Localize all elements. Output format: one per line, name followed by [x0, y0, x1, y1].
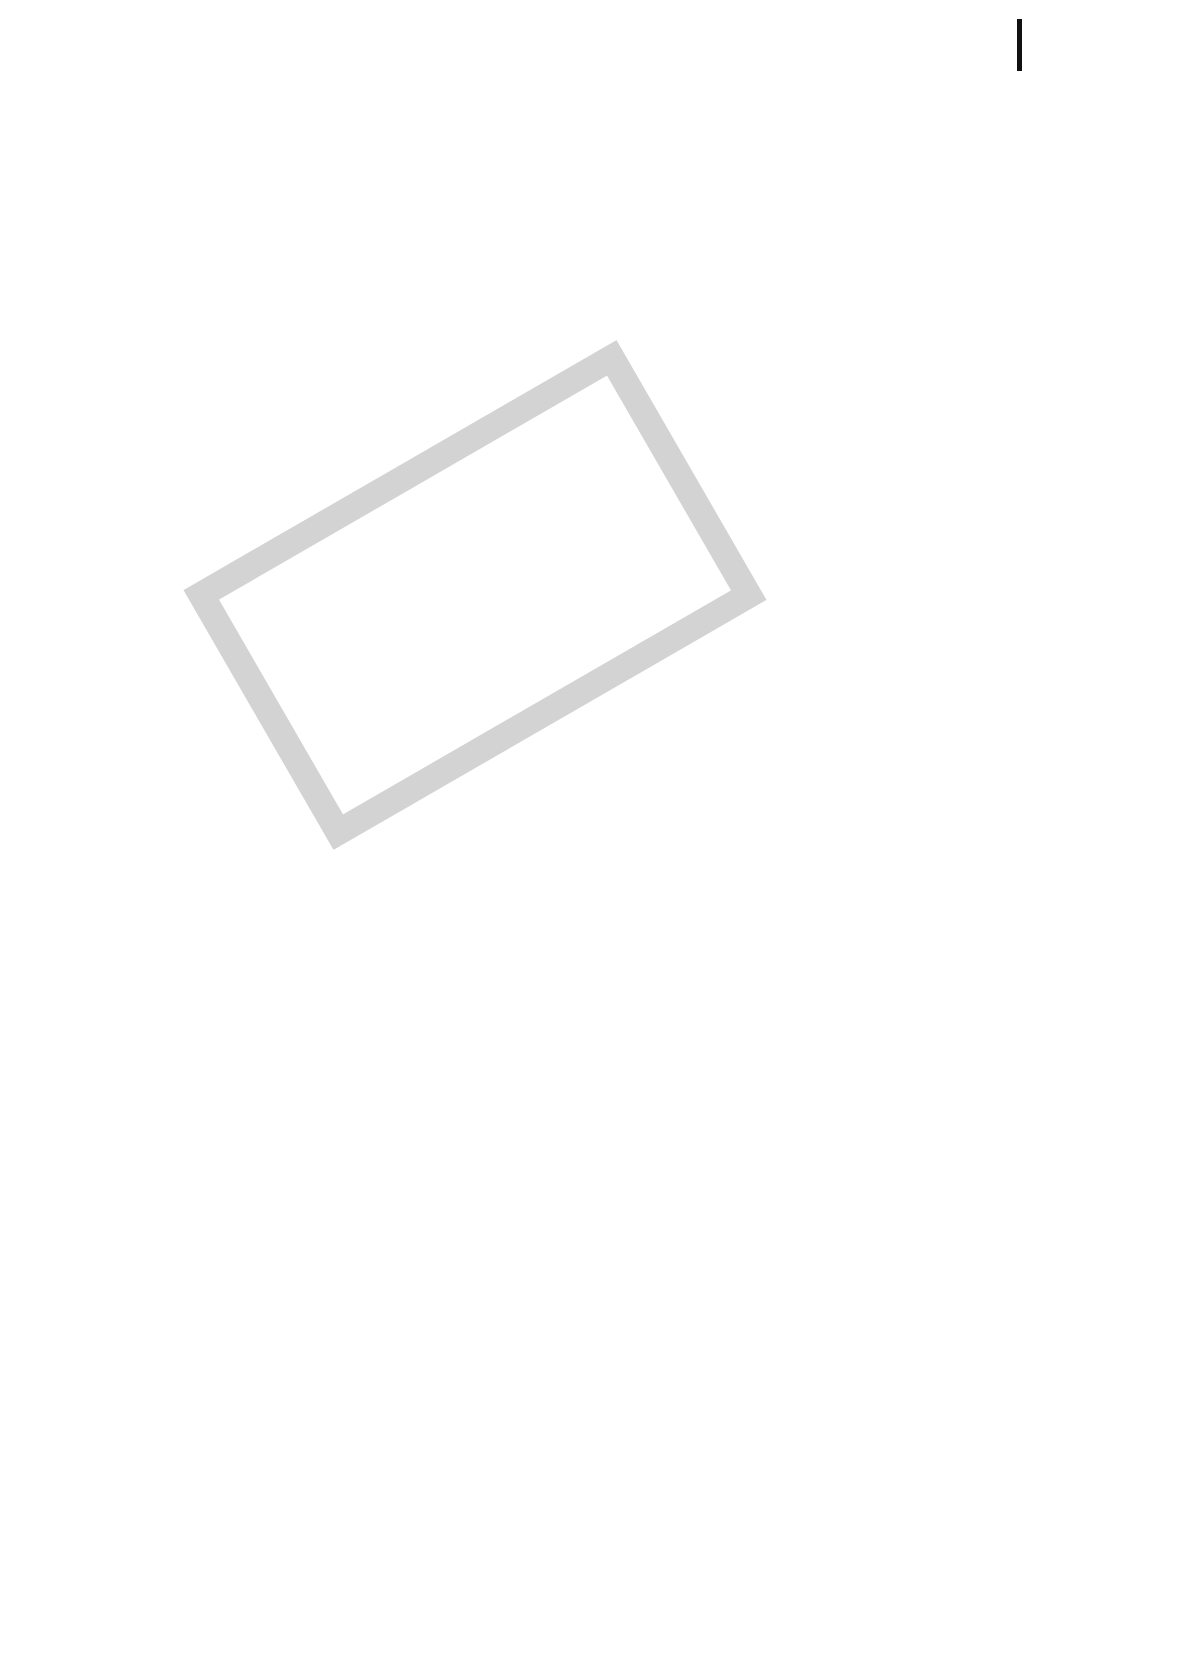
copy-stamp	[183, 340, 766, 850]
page-header	[997, 30, 1042, 82]
header-divider	[1017, 19, 1022, 71]
table-of-contents	[133, 112, 1093, 124]
